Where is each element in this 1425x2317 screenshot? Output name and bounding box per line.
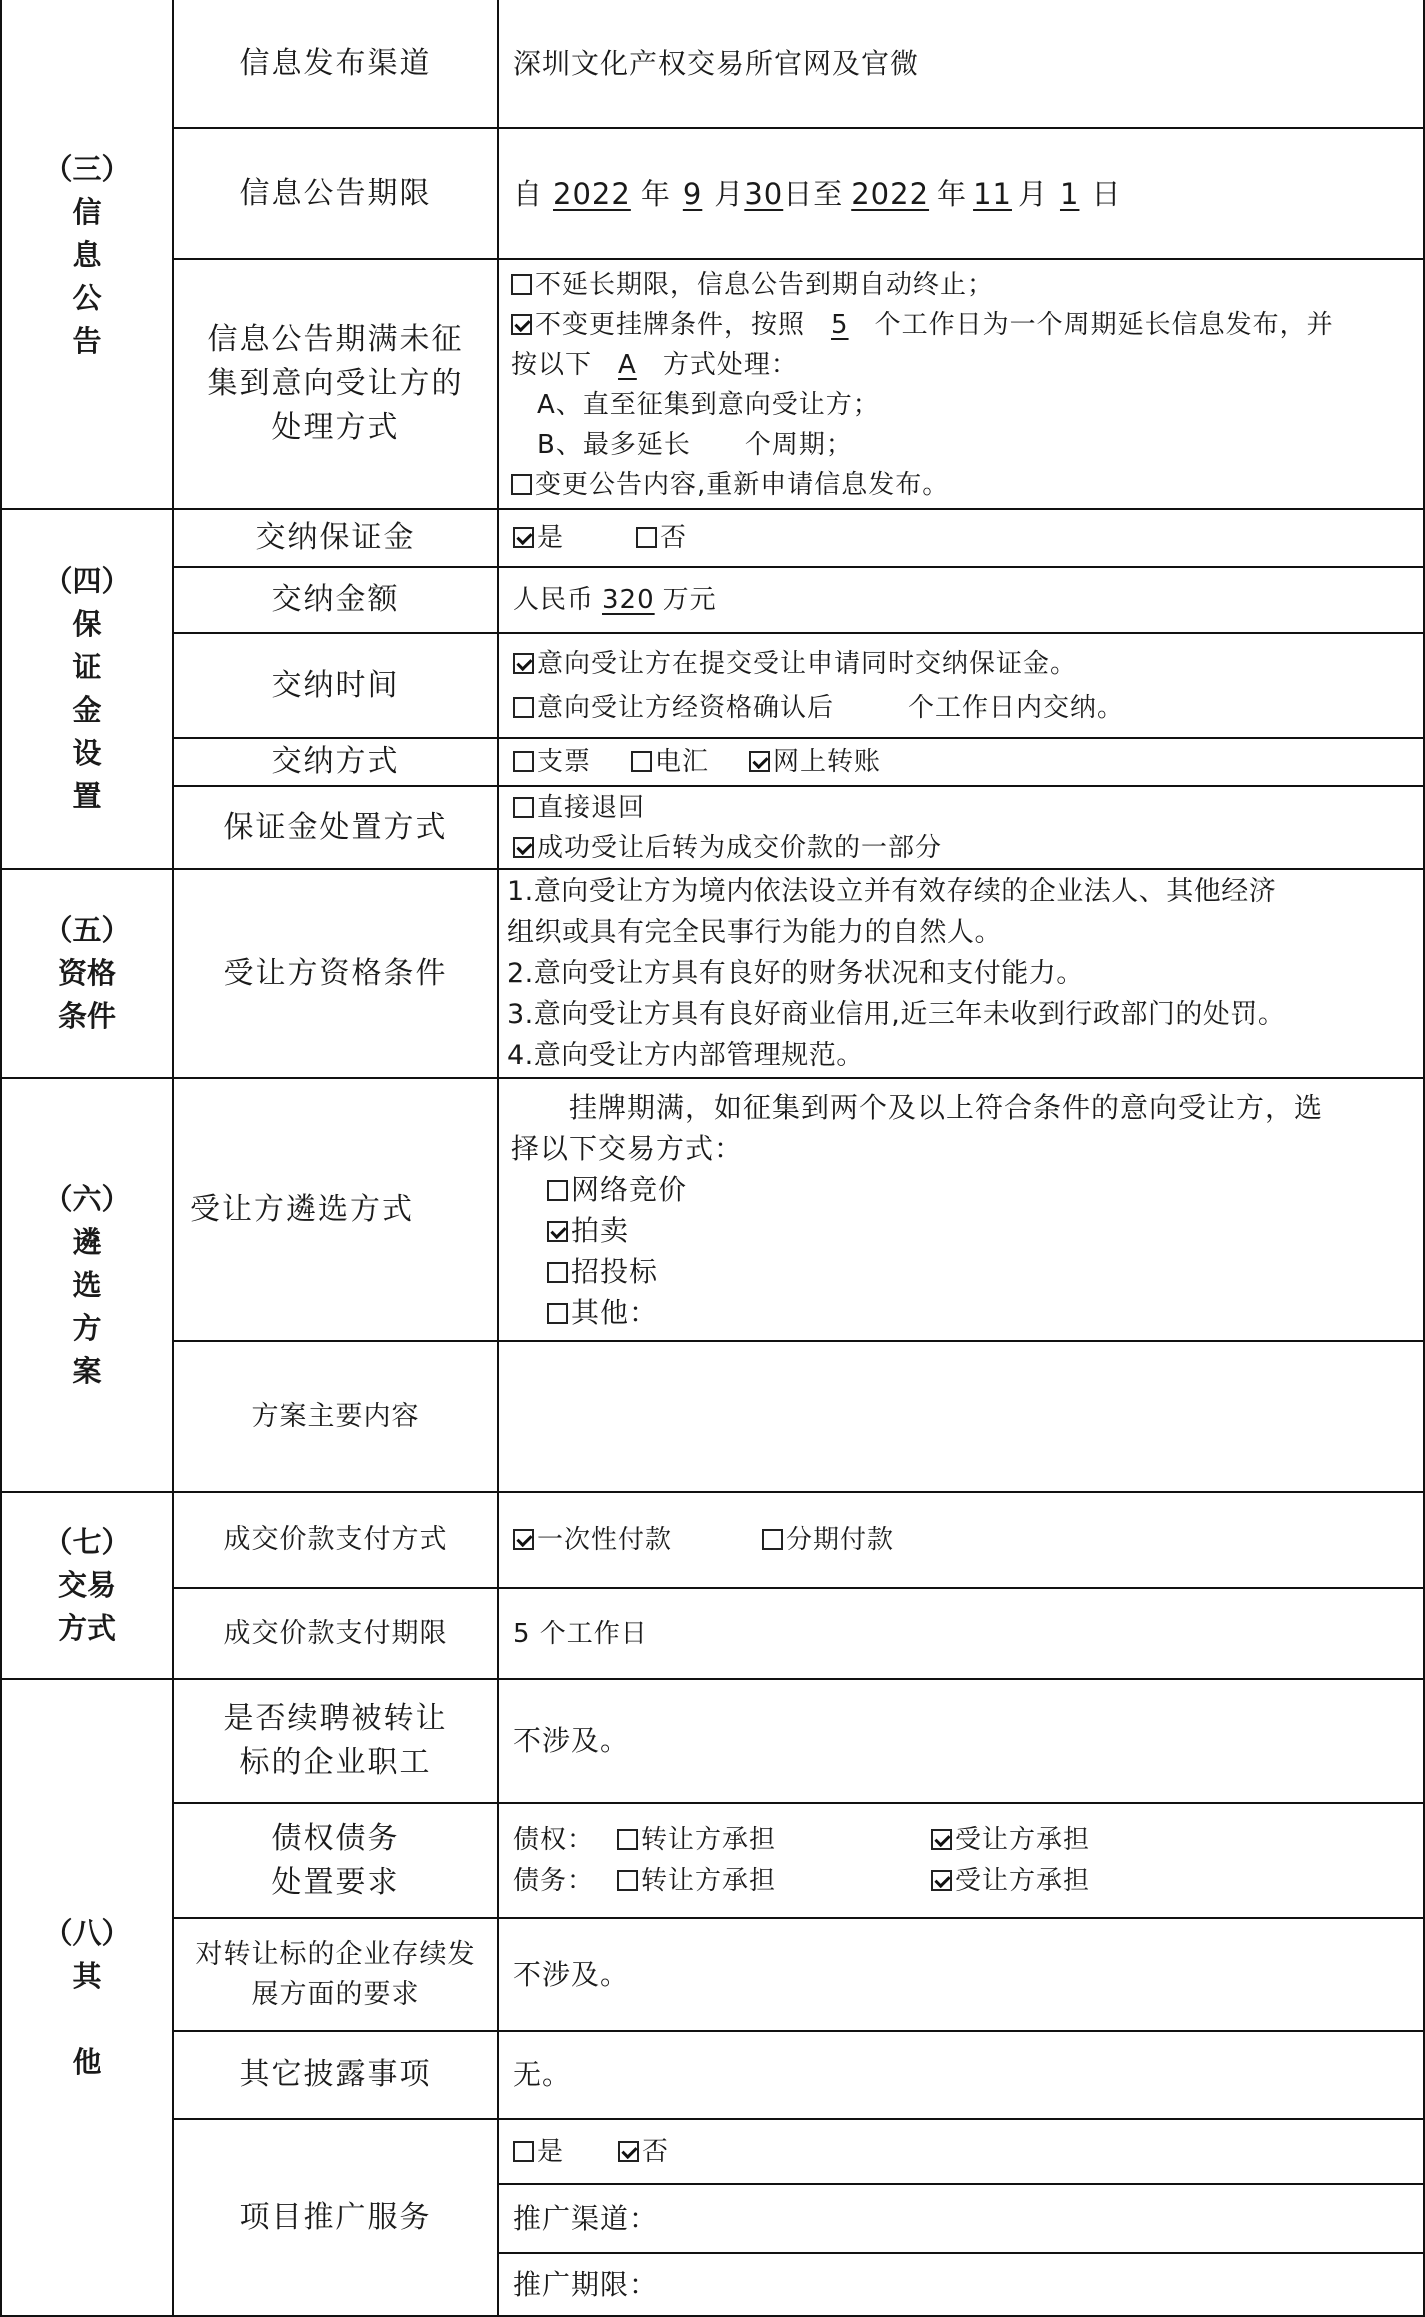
label-publish-channel: 信息发布渠道 (239, 45, 432, 81)
checkbox-sel-tender[interactable] (547, 1262, 568, 1283)
end-day: 1 (1059, 176, 1080, 211)
label-deposit-disposal: 保证金处置方式 (223, 809, 448, 845)
start-month: 9 (682, 176, 703, 211)
value-rehire: 不涉及。 (513, 1724, 630, 1757)
section-line: 设 (72, 736, 102, 770)
qualification-line: 2.意向受让方具有良好的财务状况和支付能力。 (507, 958, 1084, 989)
checkbox-method-online[interactable] (749, 751, 770, 772)
label-debt: 债权债务处置要求 (271, 1820, 400, 1900)
label-selection: 受让方遴选方式 (190, 1191, 414, 1227)
value-plan-content (499, 1342, 1423, 1491)
qualification-line: 组织或具有完全民事行为能力的自然人。 (507, 917, 1002, 948)
label-publish-period: 信息公告期限 (239, 175, 432, 211)
checkbox-method-cheque[interactable] (513, 751, 534, 772)
value-publish-channel: 深圳文化产权交易所官网及官微 (513, 46, 920, 80)
handling-mode: A (618, 350, 637, 380)
label-deposit-method: 交纳方式 (271, 744, 400, 779)
label-expiry-handling: 信息公告期满未征集到意向受让方的处理方式 (207, 322, 464, 445)
section-line: 息 (72, 237, 102, 272)
checkbox-debt-transferor[interactable] (617, 1870, 638, 1891)
checkbox-deposit-no[interactable] (636, 527, 657, 548)
section-5-header (0, 868, 174, 1079)
section-line: （五） (43, 913, 131, 947)
checkbox-promo-no[interactable] (618, 2141, 639, 2162)
checkbox-deposit-yes[interactable] (513, 527, 534, 548)
label-payment-term: 成交价款支付期限 (223, 1617, 448, 1649)
checkbox-pay-once[interactable] (513, 1529, 534, 1550)
checkbox-time-opt1[interactable] (513, 653, 534, 674)
value-promotion-period: 推广期限： (513, 2267, 659, 2301)
section-line: 证 (72, 650, 102, 684)
checkbox-disposal-return[interactable] (513, 797, 534, 818)
end-year: 2022 (851, 176, 930, 211)
section-line: （七） (43, 1525, 131, 1559)
section-line: 方式 (57, 1611, 116, 1645)
checkbox-method-wire[interactable] (631, 751, 652, 772)
section-line: 金 (72, 693, 102, 727)
value-deposit-disposal: 直接退回 成功受让后转为成交价款的一部分 (499, 787, 1423, 868)
qualification-line: 3.意向受让方具有良好商业信用,近三年未收到行政部门的处罚。 (507, 999, 1286, 1030)
value-deposit-method: 支票 电汇 网上转账 (499, 739, 1423, 785)
checkbox-sel-auction[interactable] (547, 1221, 568, 1242)
value-qualification (499, 870, 1423, 1077)
section-line: 条件 (57, 999, 116, 1033)
section-line: 方 (72, 1310, 102, 1345)
checkbox-expiry-opt1[interactable] (511, 274, 532, 295)
section-line: 他 (72, 2044, 102, 2079)
start-day: 30 (744, 176, 784, 211)
label-deposit-amount: 交纳金额 (271, 582, 400, 617)
deposit-amount: 320 (602, 585, 655, 615)
section-line: 告 (72, 323, 102, 358)
label-plan-content: 方案主要内容 (251, 1400, 420, 1432)
label-qualification: 受让方资格条件 (223, 955, 448, 991)
value-deposit-required: 是 否 (499, 510, 1423, 566)
value-promotion-choice: 是 否 (499, 2120, 1423, 2183)
value-promotion-channel: 推广渠道： (513, 2201, 659, 2235)
value-selection: 挂牌期满，如征集到两个及以上符合条件的意向受让方，选 择以下交易方式： 网络竞价 拍卖 招投标 其他： (511, 1090, 1324, 1329)
section-line: 保 (72, 607, 102, 641)
section-3-header (0, 0, 174, 510)
extend-days: 5 (831, 310, 849, 340)
checkbox-time-opt2[interactable] (513, 697, 534, 718)
value-continuity: 不涉及。 (513, 1957, 630, 1991)
checkbox-sel-other[interactable] (547, 1303, 568, 1324)
checkbox-debt-transferee[interactable] (931, 1870, 952, 1891)
end-month: 11 (973, 176, 1012, 211)
checkbox-expiry-opt2[interactable] (511, 314, 532, 335)
checkbox-credit-transferee[interactable] (931, 1829, 952, 1850)
section-line: 案 (72, 1353, 102, 1388)
section-7-header (0, 1491, 174, 1680)
checkbox-credit-transferor[interactable] (617, 1829, 638, 1850)
label-payment-method: 成交价款支付方式 (223, 1524, 448, 1555)
section-line: 资格 (57, 956, 116, 990)
section-line: 置 (72, 779, 102, 813)
checkbox-sel-online[interactable] (547, 1180, 568, 1201)
section-line: 信 (72, 194, 102, 229)
section-8-header (0, 1678, 174, 2317)
label-continuity: 对转让标的企业存续发展方面的要求 (195, 1938, 476, 2010)
section-line: （三） (43, 151, 131, 186)
section-line: （四） (43, 564, 131, 598)
checkbox-expiry-opt3[interactable] (511, 474, 532, 495)
label-promotion: 项目推广服务 (239, 2199, 432, 2235)
value-payment-method: 一次性付款 分期付款 (499, 1493, 1423, 1587)
value-other-disclosure: 无。 (513, 2058, 572, 2091)
section-line: 公 (72, 280, 102, 315)
start-year: 2022 (553, 176, 631, 211)
section-4-header (0, 508, 174, 870)
section-line: 选 (72, 1267, 102, 1302)
section-line: 交易 (57, 1568, 116, 1602)
value-expiry-handling: 不延长期限，信息公告到期自动终止； 不变更挂牌条件，按照 5 个工作日为一个周期延长信息发布，并 按以下 A 方式处理： A、直至征集到意向受让方； B、最多延长 个周期； 变更公告内容,重新申请信息发布。 (511, 270, 1334, 500)
section-line: 其 (72, 1958, 102, 1993)
value-payment-term: 5 个工作日 (513, 1618, 648, 1649)
value-publish-period: 自 2022 年 9 月30日至 2022 年 11 月 1 日 (513, 176, 1122, 211)
value-debt: 债权： 转让方承担 受让方承担 债务： 转让方承担 受让方承担 (513, 1824, 1091, 1896)
checkbox-pay-install[interactable] (762, 1529, 783, 1550)
label-other-disclosure: 其它披露事项 (239, 2057, 432, 2092)
section-line: （六） (43, 1181, 131, 1216)
checkbox-promo-yes[interactable] (513, 2141, 534, 2162)
section-6-header (0, 1077, 174, 1493)
qualification-line: 1.意向受让方为境内依法设立并有效存续的企业法人、其他经济 (507, 876, 1277, 907)
label-rehire: 是否续聘被转让标的企业职工 (223, 1701, 448, 1780)
label-deposit-required: 交纳保证金 (255, 520, 416, 555)
checkbox-disposal-convert[interactable] (513, 837, 534, 858)
label-deposit-time: 交纳时间 (271, 667, 400, 703)
value-deposit-time: 意向受让方在提交受让申请同时交纳保证金。 意向受让方经资格确认后 个工作日内交纳。 (499, 634, 1423, 737)
section-line: 遴 (72, 1224, 102, 1259)
qualification-line: 4.意向受让方内部管理规范。 (507, 1040, 864, 1071)
value-deposit-amount: 人民币 320 万元 (513, 585, 717, 615)
section-line: （八） (43, 1915, 131, 1950)
